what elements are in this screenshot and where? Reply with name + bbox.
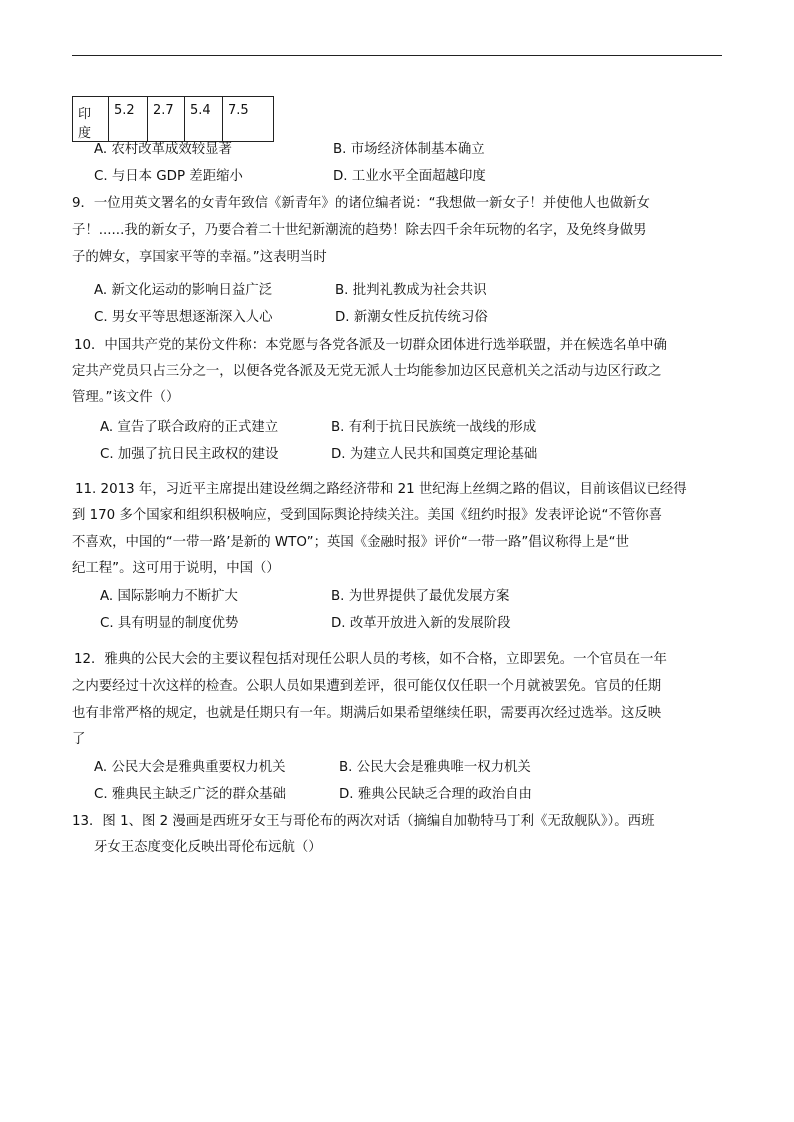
q12-stem-line: 也有非常严格的规定，也就是任期只有一年。期满后如果希望继续任职，需要再次经过选举。这反映 [72,706,662,721]
q12-option-d: D. 雅典公民缺乏合理的政治自由 [339,787,532,802]
header-rule [72,55,722,56]
q10-option-b: B. 有利于抗日民族统一战线的形成 [331,420,537,435]
table-row [73,97,274,142]
table-cell: 2.7 [148,97,185,142]
q12-stem-line: 12．雅典的公民大会的主要议程包括对现任公职人员的考核，如不合格，立即罢免。一个官员在一年 [74,652,667,667]
table-cell: 5.4 [185,97,223,142]
q10-option-c: C. 加强了抗日民主政权的建设 [100,447,279,462]
q11-option-c: C. 具有明显的制度优势 [100,616,239,631]
q9-option-b: B. 批判礼教成为社会共识 [335,283,487,298]
q8-option-b: B. 市场经济体制基本确立 [333,142,485,157]
q12-option-a: A. 公民大会是雅典重要权力机关 [94,760,286,775]
q11-option-a: A. 国际影响力不断扩大 [100,589,238,604]
q9-option-c: C. 男女平等思想逐渐深入人心 [94,310,273,325]
q10-stem-line: 定共产党员只占三分之一，以便各党各派及无党无派人士均能参加边区民意机关之活动与边区行政之 [72,364,662,379]
q8-option-a: A. 农村改革成效较显著 [94,142,232,157]
q10-stem-line: 管理。”该文件（） [72,390,180,405]
q9-option-a: A. 新文化运动的影响日益广泛 [94,283,273,298]
q8-option-d: D. 工业水平全面超越印度 [333,169,486,184]
q9-stem-line: 子的婢女，享国家平等的幸福。”这表明当时 [72,250,327,265]
q8-option-c: C. 与日本 GDP 差距缩小 [94,169,243,184]
q12-option-b: B. 公民大会是雅典唯一权力机关 [339,760,531,775]
q13-stem-line: 牙女王态度变化反映出哥伦布远航（） [94,840,322,855]
q9-stem-line: 子！......我的新女子，乃要合着二十世纪新潮流的趋势！除去四千余年玩物的名字，及免终身做男 [72,223,647,238]
q10-option-d: D. 为建立人民共和国奠定理论基础 [331,447,538,462]
q12-stem-line: 了 [72,732,86,747]
q11-stem-line: 不喜欢，中国的“一带一路’是新的 WTO”；英国《金融时报》评价“一带一路”倡议称得上是“世 [72,535,629,550]
q11-stem-line: 11. 2013 年，习近平主席提出建设丝绸之路经济带和 21 世纪海上丝绸之路的倡议，目前该倡议已经得 [75,482,687,497]
q11-option-d: D. 改革开放进入新的发展阶段 [331,616,511,631]
data-table [72,96,274,142]
table-cell: 7.5 [223,97,274,142]
table-cell: 5.2 [109,97,148,142]
q11-stem-line: 纪工程”。这可用于说明，中国（） [72,561,280,576]
q13-stem-line: 13．图 1、图 2 漫画是西班牙女王与哥伦布的两次对话（摘编自加勒特马丁利《无敌舰队》）。西班 [72,814,655,829]
q12-stem-line: 之内要经过十次这样的检查。公职人员如果遭到差评，很可能仅仅任职一个月就被罢免。官员的任期 [72,679,662,694]
q12-option-c: C. 雅典民主缺乏广泛的群众基础 [94,787,286,802]
table-cell: 印度 [73,97,109,142]
q9-stem-line: 9．一位用英文署名的女青年致信《新青年》的诸位编者说：“我想做一新女子！并使他人也做新女 [72,196,650,211]
q11-stem-line: 到 170 多个国家和组织积极响应，受到国际舆论持续关注。美国《纽约时报》发表评论说“不管你喜 [72,508,663,523]
q10-option-a: A. 宣告了联合政府的正式建立 [100,420,279,435]
q9-option-d: D. 新潮女性反抗传统习俗 [335,310,488,325]
q10-stem-line: 10．中国共产党的某份文件称：本党愿与各党各派及一切群众团体进行选举联盟，并在候选名单中确 [74,338,667,353]
q11-option-b: B. 为世界提供了最优发展方案 [331,589,510,604]
